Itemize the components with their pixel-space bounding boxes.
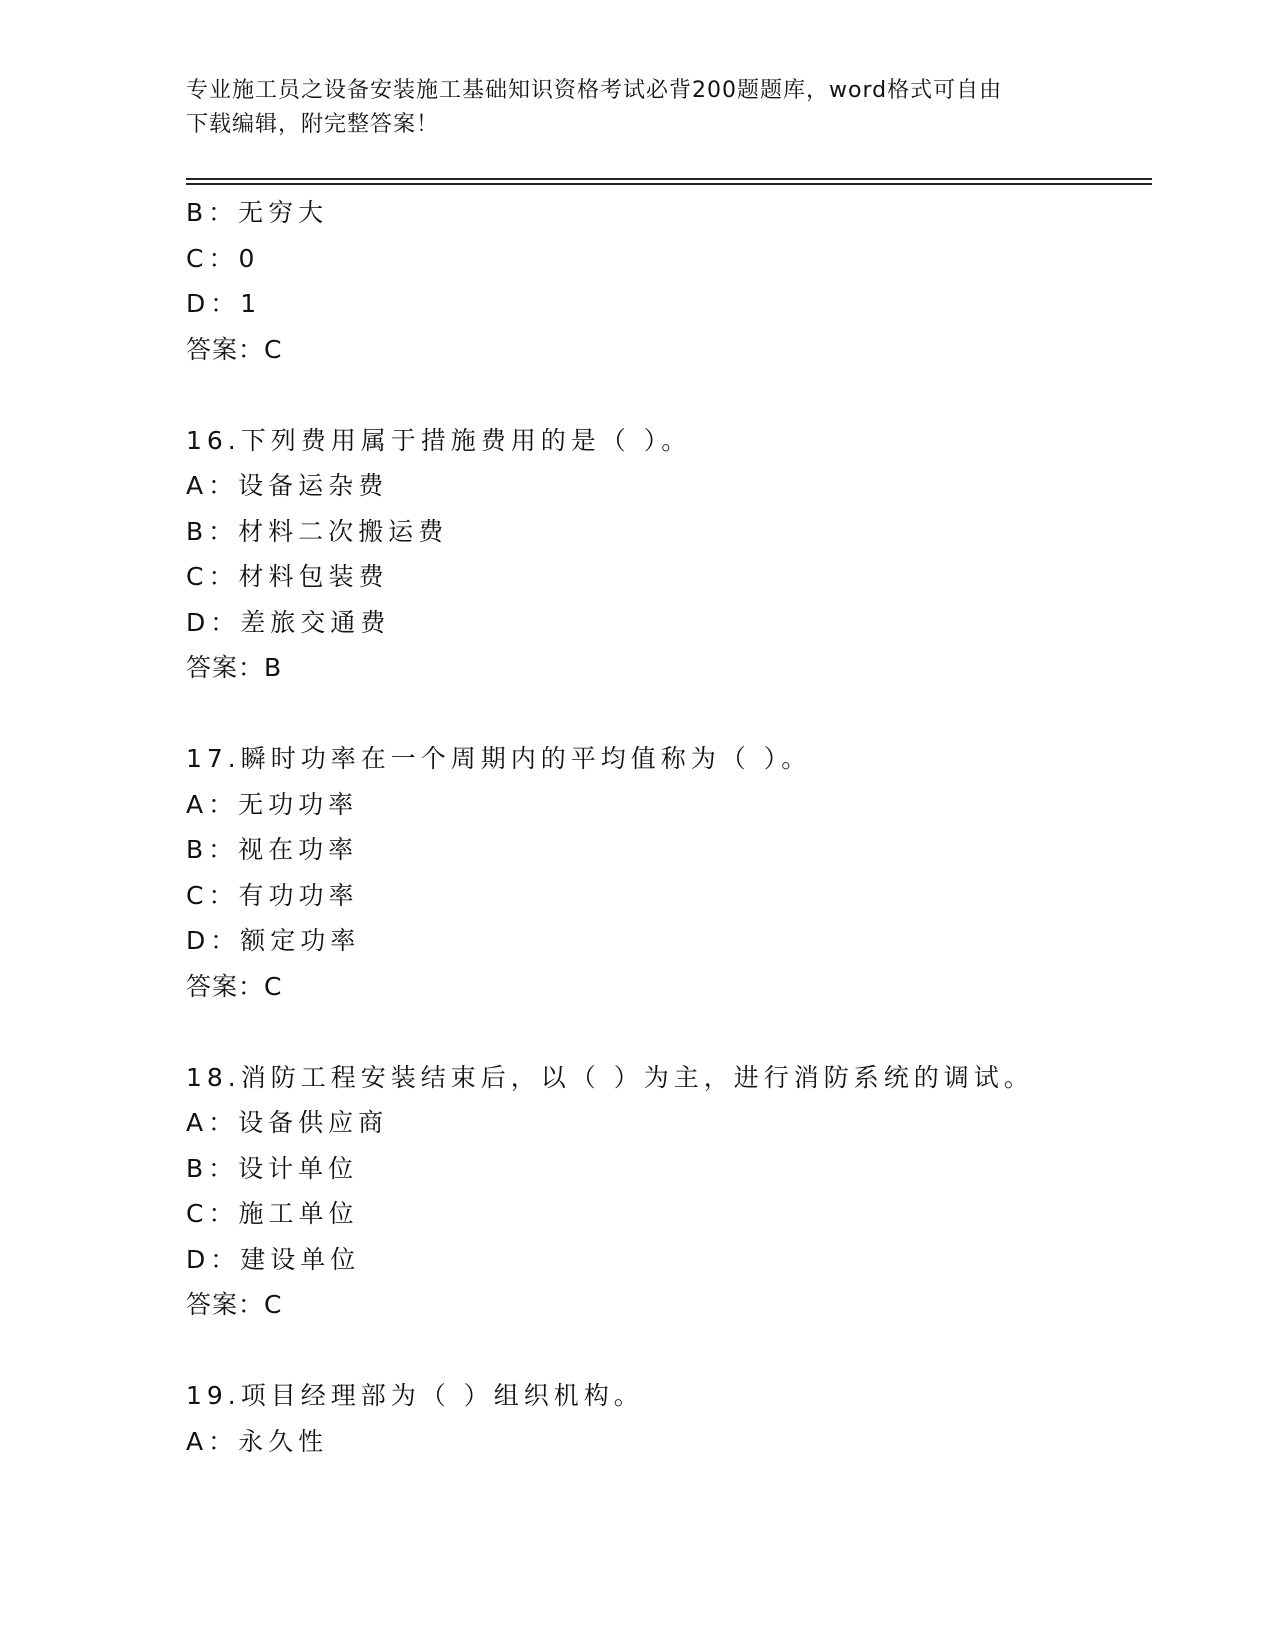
option-d: D：额定功率 <box>186 926 361 955</box>
question-17 <box>186 736 1152 1009</box>
option-d: D：建设单位 <box>186 1244 361 1274</box>
option-b: B：设计单位 <box>186 1153 359 1183</box>
option-c: C：有功功率 <box>186 880 359 910</box>
question-gap <box>186 1328 1152 1374</box>
question-19 <box>186 1373 1152 1464</box>
option-a: A：无功功率 <box>186 789 359 819</box>
option-d: D：差旅交通费 <box>186 607 391 637</box>
option-a: A：永久性 <box>186 1426 329 1456</box>
header-divider-bottom <box>186 183 1152 185</box>
option-b: B：视在功率 <box>186 835 359 864</box>
header-line-1: 专业施工员之设备安装施工基础知识资格考试必背200题题库，word格式可自由 <box>186 78 1003 103</box>
question-15-partial <box>186 190 1152 372</box>
answer-line: 答案：C <box>186 1290 283 1319</box>
header-divider-top <box>186 178 1152 180</box>
option-d: D：1 <box>186 289 262 318</box>
question-list <box>186 190 1152 1464</box>
header-line-2: 下载编辑，附完整答案！ <box>186 112 440 137</box>
question-gap <box>186 372 1152 418</box>
question-stem: 19.项目经理部为（ ）组织机构。 <box>186 1381 644 1410</box>
answer-line: 答案：B <box>186 653 283 682</box>
question-18 <box>186 1055 1152 1328</box>
question-gap <box>186 691 1152 737</box>
document-header <box>186 74 1066 142</box>
question-stem: 16.下列费用属于措施费用的是（ ）。 <box>186 425 692 455</box>
option-c: C：材料包装费 <box>186 562 389 591</box>
option-c: C：0 <box>186 243 260 273</box>
option-c: C：施工单位 <box>186 1199 359 1228</box>
answer-line: 答案：C <box>186 334 283 364</box>
question-gap <box>186 1009 1152 1055</box>
question-stem: 18.消防工程安装结束后，以（ ）为主，进行消防系统的调试。 <box>186 1062 1034 1092</box>
option-a: A：设备运杂费 <box>186 471 389 500</box>
option-b: B：材料二次搬运费 <box>186 516 449 546</box>
option-a: A：设备供应商 <box>186 1108 389 1137</box>
question-stem: 17.瞬时功率在一个周期内的平均值称为（ ）。 <box>186 744 812 773</box>
answer-line: 答案：C <box>186 971 283 1001</box>
question-16 <box>186 418 1152 691</box>
option-b: B：无穷大 <box>186 198 329 227</box>
